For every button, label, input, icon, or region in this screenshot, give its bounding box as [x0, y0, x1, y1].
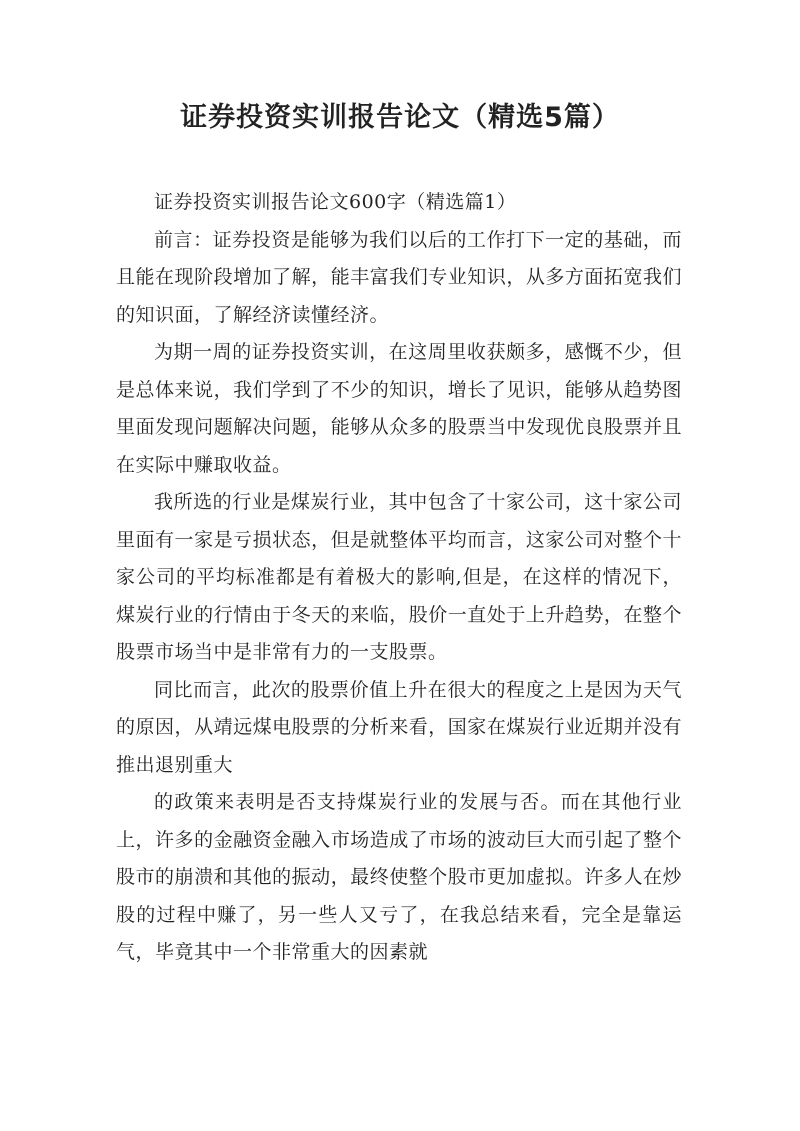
paragraph-coal-industry: 我所选的行业是煤炭行业，其中包含了十家公司，这十家公司里面有一家是亏损状态，但是就整体平均而言，这家公司对整个十家公司的平均标准都是有着极大的影响,但是，在这样的情况下，煤炭行业的行情由于冬天的来临，股价一直处于上升趋势，在整个股票市场当中是非常有力的一支股票。 — [116, 491, 682, 663]
paragraph-preface: 前言：证券投资是能够为我们以后的工作打下一定的基础，而且能在现阶段增加了解，能丰富我们专业知识，从多方面拓宽我们的知识面，了解经济读懂经济。 — [116, 228, 682, 326]
document-title: 证券投资实训报告论文（精选5篇） — [180, 102, 620, 133]
section-heading: 证券投资实训报告论文600字（精选篇1） — [154, 191, 517, 213]
document-body — [116, 184, 682, 972]
paragraph-training-summary: 为期一周的证券投资实训，在这周里收获颇多，感慨不少，但是总体来说，我们学到了不少的知识，增长了见识，能够从趋势图里面发现问题解决问题，能够从众多的股票当中发现优良股票并且在实际中赚取收益。 — [116, 341, 682, 476]
paragraph-year-over-year: 同比而言，此次的股票价值上升在很大的程度之上是因为天气的原因，从靖远煤电股票的分析来看，国家在煤炭行业近期并没有推出退别重大 — [116, 678, 682, 776]
paragraph-policy-market: 的政策来表明是否支持煤炭行业的发展与否。而在其他行业上，许多的金融资金融入市场造成了市场的波动巨大而引起了整个股市的崩溃和其他的振动，最终使整个股市更加虚拟。许多人在炒股的过程中赚了，另一些人又亏了，在我总结来看，完全是靠运气，毕竟其中一个非常重大的因素就 — [116, 791, 682, 963]
